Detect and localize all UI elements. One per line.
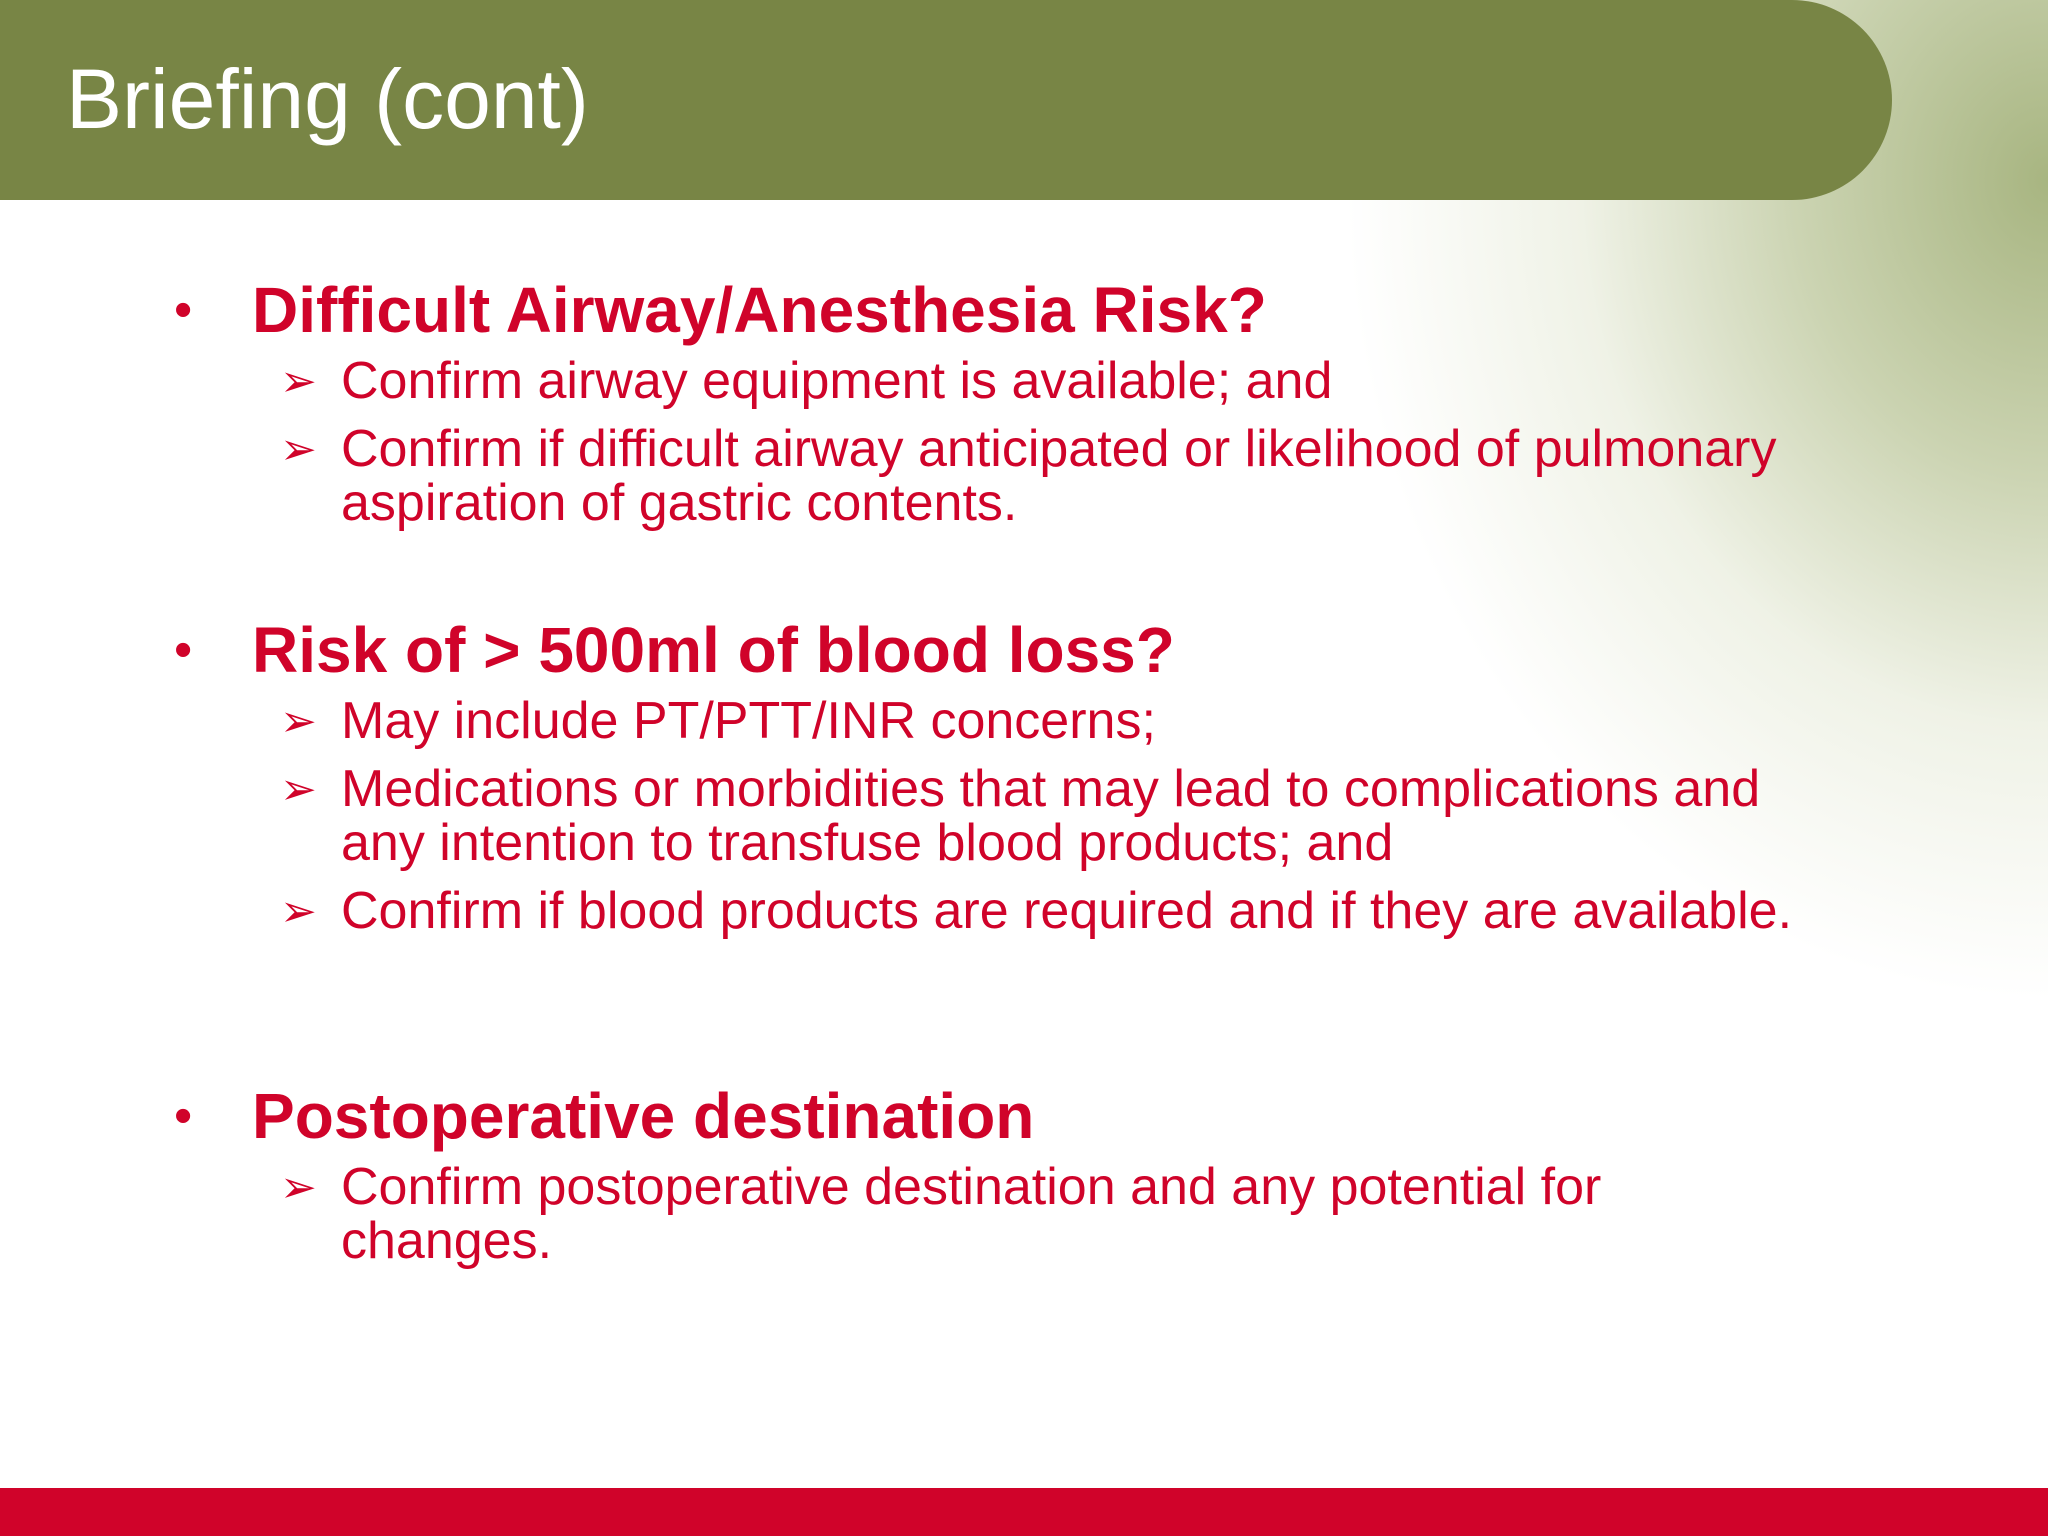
list-item-text: May include PT/PTT/INR concerns; bbox=[341, 692, 1156, 750]
section-heading: Postoperative destination bbox=[252, 1080, 1035, 1152]
arrow-bullet-icon: ➢ bbox=[280, 887, 317, 936]
arrow-bullet-icon: ➢ bbox=[280, 697, 317, 746]
arrow-bullet-icon: ➢ bbox=[280, 1163, 317, 1212]
bullet-icon: • bbox=[174, 1087, 193, 1145]
list-item-text: Confirm if blood products are required and if they are available. bbox=[341, 882, 1793, 940]
arrow-bullet-icon: ➢ bbox=[280, 765, 317, 814]
list-item-text: Confirm if difficult airway anticipated or likelihood of pulmonary aspiration of gastric contents. bbox=[341, 420, 1777, 532]
slide-title: Briefing (cont) bbox=[66, 52, 589, 146]
list-item-text: Confirm airway equipment is available; and bbox=[341, 352, 1333, 410]
bullet-icon: • bbox=[174, 621, 193, 679]
section-heading-row bbox=[0, 1076, 2048, 1156]
section-heading-row bbox=[0, 610, 2048, 690]
footer-bar bbox=[0, 1488, 2048, 1536]
list-item-text: Medications or morbidities that may lead to complications and any intention to transfuse blood products; and bbox=[341, 760, 1761, 872]
list-item-text: Confirm postoperative destination and any potential for changes. bbox=[341, 1158, 1602, 1270]
section-heading-row bbox=[0, 270, 2048, 350]
section-heading: Difficult Airway/Anesthesia Risk? bbox=[252, 274, 1267, 346]
arrow-bullet-icon: ➢ bbox=[280, 425, 317, 474]
arrow-bullet-icon: ➢ bbox=[280, 357, 317, 406]
section-heading: Risk of > 500ml of blood loss? bbox=[252, 614, 1175, 686]
bullet-icon: • bbox=[174, 281, 193, 339]
